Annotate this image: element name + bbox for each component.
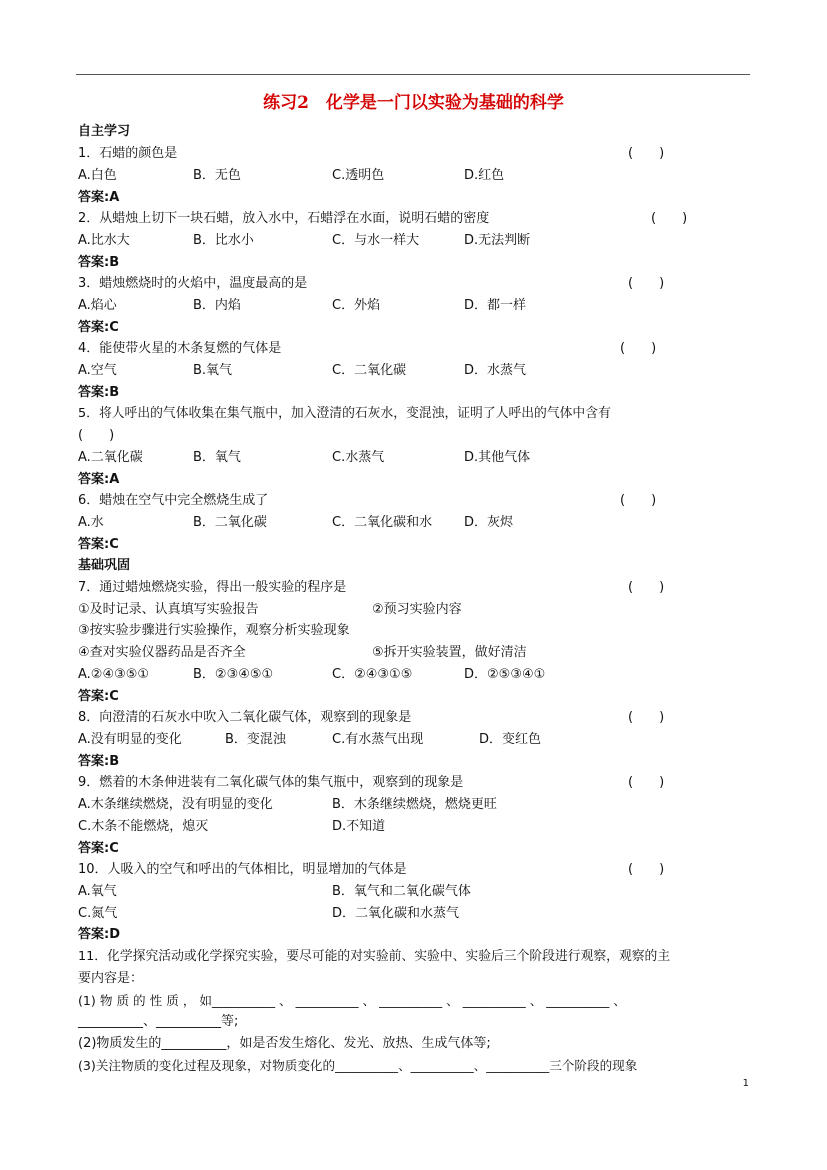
option-c: C.木条不能燃烧，熄灭 bbox=[78, 819, 209, 834]
answer: 答案:A bbox=[78, 190, 120, 205]
header-rule bbox=[76, 74, 750, 75]
question-stem: 4．能使带火星的木条复燃的气体是 bbox=[78, 341, 282, 356]
answer: 答案:B bbox=[78, 385, 120, 400]
step-3: ③按实验步骤进行实验操作，观察分析实验现象 bbox=[78, 623, 350, 638]
step-4: ④查对实验仪器药品是否齐全 bbox=[78, 645, 246, 660]
option-a: A.焰心 bbox=[78, 298, 117, 313]
option-b: B.氧气 bbox=[193, 363, 233, 378]
option-b: B．②③④⑤① bbox=[193, 667, 274, 682]
answer-paren: ( ) bbox=[628, 276, 665, 291]
option-d: D．②⑤③④① bbox=[464, 667, 546, 682]
option-a: A.木条继续燃烧，没有明显的变化 bbox=[78, 797, 273, 812]
section-heading: 基础巩固 bbox=[78, 558, 131, 573]
answer-paren: ( ) bbox=[628, 146, 665, 161]
option-d: D.无法判断 bbox=[464, 233, 531, 248]
option-b: B．比水小 bbox=[193, 233, 254, 248]
option-a: A.氧气 bbox=[78, 884, 117, 899]
option-b: B．氧气和二氧化碳气体 bbox=[332, 884, 471, 899]
answer: 答案:B bbox=[78, 255, 120, 270]
option-d: D．水蒸气 bbox=[464, 363, 527, 378]
answer-paren: ( ) bbox=[78, 428, 115, 443]
answer-paren: ( ) bbox=[628, 862, 665, 877]
question-stem: 7．通过蜡烛燃烧实验，得出一般实验的程序是 bbox=[78, 580, 347, 595]
page-number: 1 bbox=[742, 1078, 749, 1089]
option-a: A.水 bbox=[78, 515, 104, 530]
question-stem: 9．燃着的木条伸进装有二氧化碳气体的集气瓶中，观察到的现象是 bbox=[78, 775, 464, 790]
section-heading: 自主学习 bbox=[78, 124, 131, 139]
question-stem: 6．蜡烛在空气中完全燃烧生成了 bbox=[78, 493, 269, 508]
option-d: D．都一样 bbox=[464, 298, 527, 313]
fill-in-line: (3)关注物质的变化过程及现象，对物质变化的__________、__________、__________三个阶段的现象 bbox=[78, 1058, 638, 1073]
option-d: D.不知道 bbox=[332, 819, 386, 834]
option-c: C．外焰 bbox=[332, 298, 381, 313]
answer-paren: ( ) bbox=[628, 580, 665, 595]
option-a: A.白色 bbox=[78, 168, 117, 183]
option-c: C.有水蒸气出现 bbox=[332, 732, 424, 747]
fill-in-line: (2)物质发生的__________，如是否发生熔化、发光、放热、生成气体等; bbox=[78, 1036, 491, 1051]
question-text: 要内容是： bbox=[78, 971, 144, 986]
option-d: D．二氧化碳和水蒸气 bbox=[332, 906, 460, 921]
question-stem: 11．化学探究活动或化学探究实验，要尽可能的对实验前、实验中、实验后三个阶段进行观察，观察的主 bbox=[78, 949, 671, 964]
question-stem: 1．石蜡的颜色是 bbox=[78, 146, 178, 161]
fill-in-line: (1) 物 质 的 性 质 ， 如__________ 、 __________ 、 __________ 、 __________ 、 __________ 、 bbox=[78, 993, 626, 1008]
option-b: B．木条继续燃烧，燃烧更旺 bbox=[332, 797, 497, 812]
step-2: ②预习实验内容 bbox=[372, 602, 462, 617]
option-a: A.没有明显的变化 bbox=[78, 732, 182, 747]
question-stem: 5．将人呼出的气体收集在集气瓶中，加入澄清的石灰水，变混浊，证明了人呼出的气体中含有 bbox=[78, 406, 611, 421]
option-d: D．变红色 bbox=[479, 732, 542, 747]
step-1: ①及时记录、认真填写实验报告 bbox=[78, 602, 259, 617]
answer-paren: ( ) bbox=[620, 341, 657, 356]
answer: 答案:C bbox=[78, 537, 119, 552]
option-a: A.②④③⑤① bbox=[78, 667, 150, 682]
answer: 答案:C bbox=[78, 689, 119, 704]
option-d: D.其他气体 bbox=[464, 450, 531, 465]
answer-paren: ( ) bbox=[620, 493, 657, 508]
answer-paren: ( ) bbox=[651, 211, 688, 226]
question-stem: 2．从蜡烛上切下一块石蜡，放入水中，石蜡浮在水面，说明石蜡的密度 bbox=[78, 211, 490, 226]
answer: 答案:B bbox=[78, 754, 120, 769]
question-stem: 3．蜡烛燃烧时的火焰中，温度最高的是 bbox=[78, 276, 308, 291]
option-b: B．无色 bbox=[193, 168, 241, 183]
option-c: C．②④③①⑤ bbox=[332, 667, 413, 682]
option-a: A.二氧化碳 bbox=[78, 450, 143, 465]
option-b: B．内焰 bbox=[193, 298, 241, 313]
option-d: D．灰烬 bbox=[464, 515, 514, 530]
step-5: ⑤拆开实验装置，做好清洁 bbox=[372, 645, 527, 660]
option-a: A.比水大 bbox=[78, 233, 130, 248]
option-c: C.氮气 bbox=[78, 906, 118, 921]
answer-paren: ( ) bbox=[628, 775, 665, 790]
answer: 答案:C bbox=[78, 841, 119, 856]
option-b: B．氧气 bbox=[193, 450, 241, 465]
option-a: A.空气 bbox=[78, 363, 117, 378]
answer: 答案:A bbox=[78, 472, 120, 487]
answer-paren: ( ) bbox=[628, 710, 665, 725]
option-d: D.红色 bbox=[464, 168, 505, 183]
answer: 答案:D bbox=[78, 927, 120, 942]
option-c: C.水蒸气 bbox=[332, 450, 385, 465]
option-b: B．二氧化碳 bbox=[193, 515, 267, 530]
answer: 答案:C bbox=[78, 320, 119, 335]
option-b: B．变混浊 bbox=[225, 732, 286, 747]
question-stem: 8．向澄清的石灰水中吹入二氧化碳气体，观察到的现象是 bbox=[78, 710, 412, 725]
page-title: 练习2 化学是一门以实验为基础的科学 bbox=[263, 93, 564, 113]
option-c: C.透明色 bbox=[332, 168, 385, 183]
option-c: C．二氧化碳 bbox=[332, 363, 407, 378]
option-c: C．二氧化碳和水 bbox=[332, 515, 433, 530]
fill-in-line: __________、__________等; bbox=[78, 1014, 239, 1029]
option-c: C．与水一样大 bbox=[332, 233, 420, 248]
question-stem: 10．人吸入的空气和呼出的气体相比，明显增加的气体是 bbox=[78, 862, 407, 877]
